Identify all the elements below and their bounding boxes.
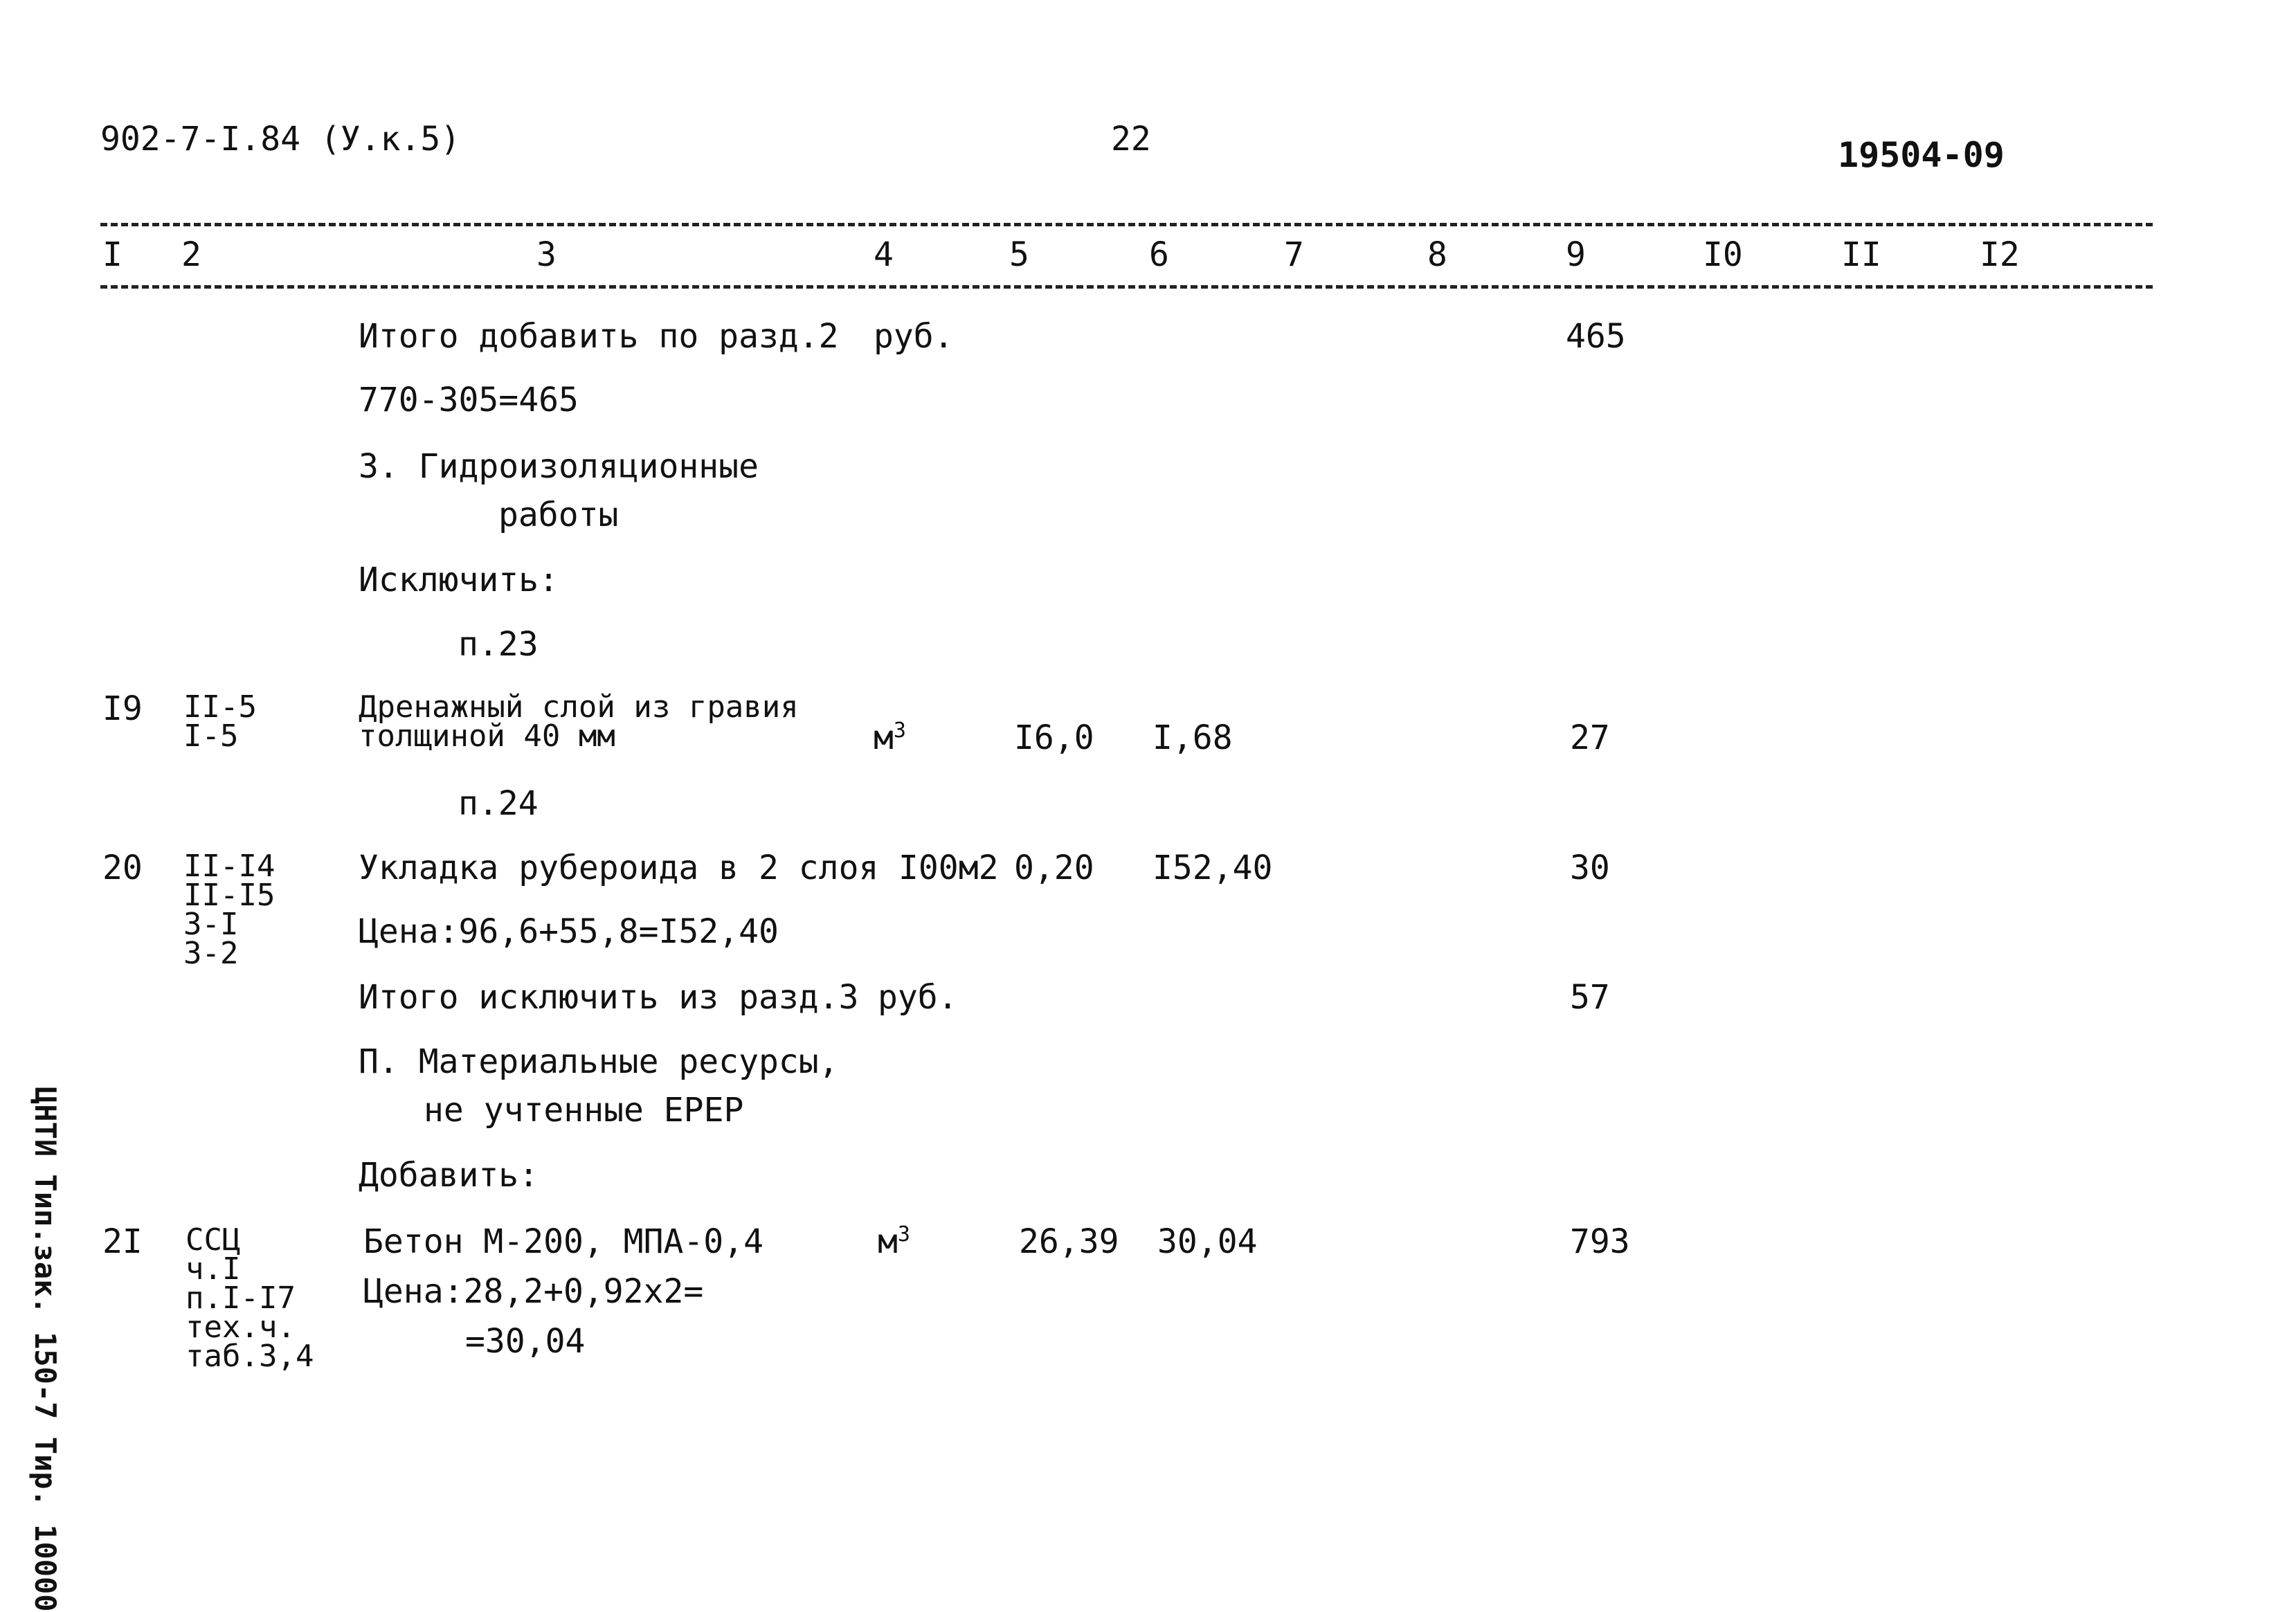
- col-1-header: I: [102, 235, 123, 274]
- header-rule-top: [100, 223, 2153, 226]
- row-unit-price: 30,04: [1157, 1222, 1258, 1261]
- col-4-header: 4: [874, 235, 894, 274]
- row-quantity: 0,20: [1014, 849, 1094, 887]
- row-total: 30: [1570, 849, 1610, 887]
- reference-line: II-I5: [183, 878, 275, 913]
- reference-line: п.I-I7: [186, 1280, 296, 1316]
- row-references: [183, 850, 275, 970]
- total-add-section2-unit: руб.: [874, 317, 954, 356]
- total-exclude-section3-unit: руб.: [878, 978, 958, 1017]
- col-8-header: 8: [1427, 235, 1447, 274]
- total-exclude-section3-sum: 57: [1570, 978, 1610, 1017]
- reference-line: II-I4: [183, 849, 275, 884]
- col-5-header: 5: [1009, 235, 1029, 274]
- side-imprint-text: ЦНТИ Тип.зак. 150-7 Тир. 10000: [28, 1087, 62, 1612]
- reference-line: тех.ч.: [186, 1310, 296, 1345]
- row-unit: [874, 720, 906, 756]
- stamp-number: 19504-09: [1838, 135, 2005, 175]
- section2-calculation: 770-305=465: [359, 381, 579, 419]
- row-price-formula: Цена:96,6+55,8=I52,40: [359, 912, 779, 951]
- row-description: Укладка рубероида в 2 слоя: [359, 849, 879, 887]
- total-add-section2-sum: 465: [1566, 317, 1626, 356]
- row-total: 27: [1570, 718, 1610, 757]
- section3-title-line1: 3. Гидроизоляционные: [359, 447, 759, 486]
- col-2-header: 2: [181, 235, 201, 274]
- col-3-header: 3: [536, 235, 557, 274]
- row-price-formula-line1: Цена:28,2+0,92х2=: [363, 1272, 704, 1311]
- exclude-heading: Исключить:: [359, 561, 559, 599]
- total-add-section2-label: Итого добавить по разд.2: [359, 317, 839, 356]
- reference-line: таб.3,4: [186, 1339, 314, 1374]
- add-heading: Добавить:: [359, 1156, 539, 1195]
- col-11-header: II: [1841, 235, 1881, 274]
- row-description: [359, 691, 799, 753]
- row-total: 793: [1570, 1222, 1630, 1261]
- section3-title-line2: работы: [498, 496, 619, 534]
- unit-exponent: 3: [893, 718, 906, 743]
- row-unit: [878, 1224, 910, 1260]
- description-line: толщиной 40 мм: [359, 718, 615, 754]
- reference-line: ч.I: [186, 1251, 241, 1287]
- row-references: [183, 691, 257, 753]
- total-exclude-section3-label: Итого исключить из разд.3: [359, 978, 859, 1017]
- row-unit-price: I,68: [1152, 718, 1233, 757]
- item-ref-p23: п.23: [458, 625, 539, 664]
- document-code: 902-7-I.84 (У.к.5): [100, 120, 461, 159]
- header-rule-bottom: [100, 285, 2153, 289]
- row-price-formula-line2: =30,04: [465, 1322, 586, 1361]
- item-ref-p24: п.24: [458, 784, 539, 823]
- part2-title-line1: П. Материальные ресурсы,: [359, 1042, 839, 1081]
- row-unit-price: I52,40: [1152, 849, 1273, 887]
- row-unit: I00м2: [898, 849, 999, 887]
- col-10-header: I0: [1703, 235, 1743, 274]
- reference-line: 3-I: [183, 907, 239, 942]
- col-7-header: 7: [1284, 235, 1304, 274]
- row-description: Бетон М-200, МПА-0,4: [363, 1222, 763, 1261]
- reference-line: I-5: [183, 718, 239, 754]
- unit-exponent: 3: [897, 1222, 910, 1247]
- row-number: 20: [102, 849, 143, 887]
- row-number: I9: [102, 689, 143, 728]
- description-line: Дренажный слой из гравия: [359, 689, 799, 725]
- page-number: 22: [1111, 120, 1151, 159]
- unit-base: м: [878, 1222, 898, 1261]
- reference-line: II-5: [183, 689, 257, 725]
- col-6-header: 6: [1149, 235, 1169, 274]
- row-quantity: 26,39: [1019, 1222, 1119, 1261]
- unit-base: м: [874, 718, 894, 757]
- col-12-header: I2: [1980, 235, 2020, 274]
- row-number: 2I: [102, 1222, 143, 1261]
- side-imprint: [29, 1087, 61, 1612]
- row-quantity: I6,0: [1014, 718, 1094, 757]
- row-references: [186, 1224, 314, 1373]
- part2-title-line2: не учтенные ЕРЕР: [424, 1091, 744, 1130]
- reference-line: ССЦ: [186, 1222, 241, 1258]
- col-9-header: 9: [1566, 235, 1586, 274]
- reference-line: 3-2: [183, 936, 239, 971]
